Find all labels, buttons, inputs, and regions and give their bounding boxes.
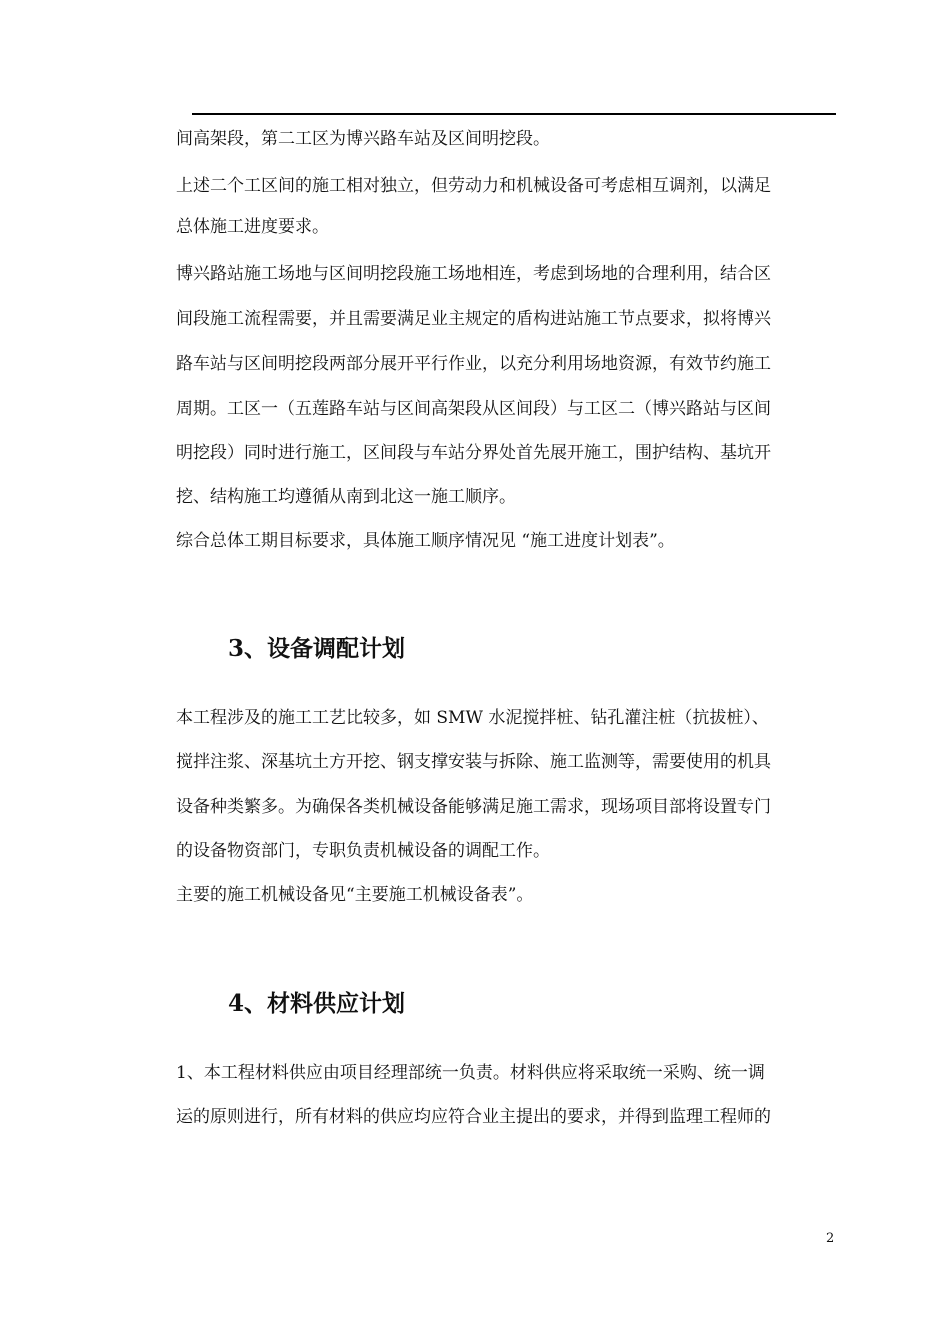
page-number: 2 (826, 1231, 835, 1246)
section-4-heading: 4、材料供应计划 (228, 990, 406, 1017)
body-line: 间高架段，第二工区为博兴路车站及区间明挖段。 (176, 129, 550, 149)
body-line: 上述二个工区间的施工相对独立，但劳动力和机械设备可考虑相互调剂，以满足 (176, 176, 771, 196)
body-line: 挖、结构施工均遵循从南到北这一施工顺序。 (176, 487, 516, 507)
body-line: 路车站与区间明挖段两部分展开平行作业，以充分利用场地资源，有效节约施工 (176, 354, 771, 374)
body-line: 明挖段）同时进行施工，区间段与车站分界处首先展开施工，围护结构、基坑开 (176, 443, 771, 463)
section-3-line: 搅拌注浆、深基坑土方开挖、钢支撑安装与拆除、施工监测等，需要使用的机具 (176, 752, 771, 772)
body-line: 综合总体工期目标要求，具体施工顺序情况见 “施工进度计划表”。 (176, 531, 675, 551)
body-line: 间段施工流程需要，并且需要满足业主规定的盾构进站施工节点要求，拟将博兴 (176, 309, 771, 329)
section-4-line: 1、本工程材料供应由项目经理部统一负责。材料供应将采取统一采购、统一调 (176, 1063, 765, 1083)
section-3-line: 本工程涉及的施工工艺比较多，如 SMW 水泥搅拌桩、钻孔灌注桩（抗拔桩）、 (176, 708, 769, 728)
body-line: 博兴路站施工场地与区间明挖段施工场地相连，考虑到场地的合理利用，结合区 (176, 264, 771, 284)
section-4-line: 运的原则进行，所有材料的供应均应符合业主提出的要求，并得到监理工程师的 (176, 1107, 771, 1127)
section-3-line: 主要的施工机械设备见“主要施工机械设备表”。 (176, 885, 534, 905)
body-line: 总体施工进度要求。 (176, 217, 329, 237)
section-3-line: 设备种类繁多。为确保各类机械设备能够满足施工需求，现场项目部将设置专门 (176, 797, 771, 817)
section-3-line: 的设备物资部门，专职负责机械设备的调配工作。 (176, 841, 550, 861)
body-line: 周期。工区一（五莲路车站与区间高架段从区间段）与工区二（博兴路站与区间 (176, 399, 771, 419)
header-rule (192, 113, 836, 115)
section-3-heading: 3、设备调配计划 (228, 635, 406, 662)
